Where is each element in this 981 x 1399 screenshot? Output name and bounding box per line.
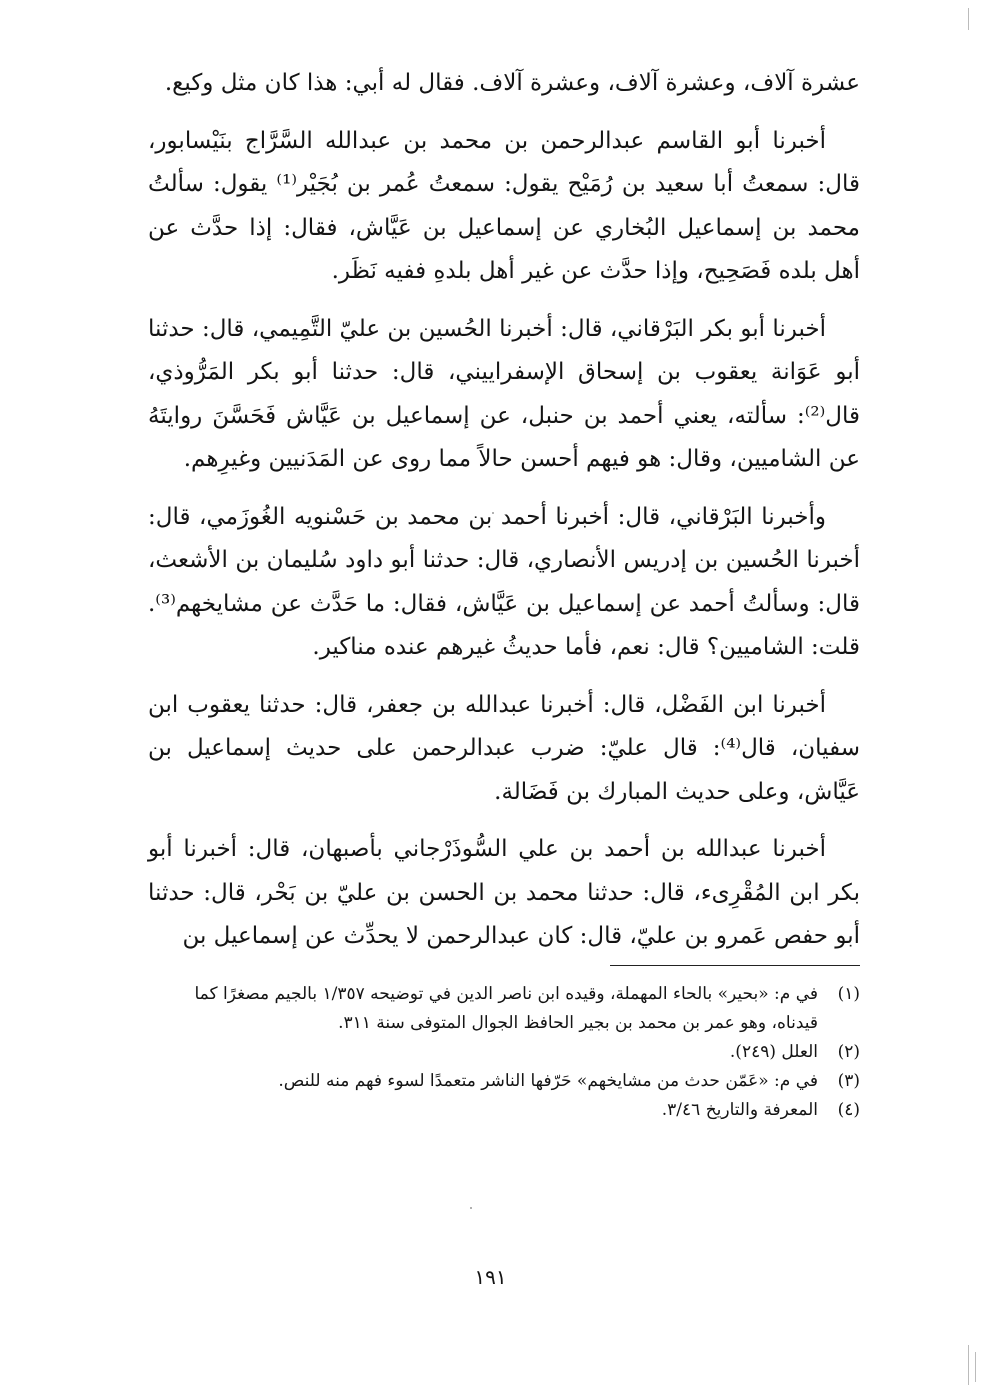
footnote [148, 1038, 860, 1067]
footnote-number: (٤) [837, 1099, 860, 1120]
footnote-divider [610, 965, 860, 966]
scan-speck [470, 1207, 472, 1209]
margin-mark [968, 1345, 969, 1385]
main-text [148, 62, 860, 959]
document-page [148, 62, 860, 1125]
paragraph: أخبرنا عبدالله بن أحمد بن علي السُّوذَرْجاني بأصبهان، قال: أخبرنا أبو بكر ابن المُقْرِىء، قال: حدثنا محمد بن الحسن بن عليّ بن بَحْر، قال: حدثنا أبو حفص عَمرو بن عليّ، قال: كان عبدالرحمن لا يحدِّث عن إسماعيل بن [148, 836, 860, 949]
footnote-text: العلل (٢٤٩). [729, 1041, 818, 1062]
footnote-text: المعرفة والتاريخ ٣/٤٦. [661, 1099, 818, 1120]
footnote-number: (١) [837, 983, 860, 1004]
paragraph: أخبرنا أبو بكر البَرْقاني، قال: أخبرنا الحُسين بن عليّ التَّمِيمي، قال: حدثنا أبو عَوَانة يعقوب بن إسحاق الإسفراييني، قال: حدثنا أبو بكر المَرُّوذي، قال⁽²⁾: سألته، يعني أحمد بن حنبل، عن إسماعيل بن عَيَّاش فَحَسَّنَ روايتَهُ عن الشاميين، وقال: هو فيهم أحسن حالاً مما روى عن المَدَنيين وغيرِهم. [148, 315, 860, 472]
footnote [148, 980, 860, 1038]
page-number: ١٩١ [474, 1265, 507, 1289]
footnote-text: في م: «عَمّن حدث من مشايخهم» حَرّفها الناشر متعمدًا لسوء فهم منه للنص. [278, 1070, 818, 1091]
footnote [148, 1067, 860, 1096]
footnotes [148, 980, 860, 1125]
footnote [148, 1096, 860, 1125]
paragraph: أخبرنا أبو القاسم عبدالرحمن بن محمد بن عبدالله السَّرَّاج بنَيْسابور، قال: سمعتُ أبا سعيد بن رُمَيْح يقول: سمعتُ عُمر بن بُجَيْر⁽¹⁾ يقول: سألتُ محمد بن إسماعيل البُخاري عن إسماعيل بن عَيَّاش، فقال: إذا حدَّث عن أهل بلده فَصَحِيح، وإذا حدَّث عن غير أهل بلدهِ ففيه نَظَر. [148, 127, 860, 284]
footnote-number: (٣) [837, 1070, 860, 1091]
margin-mark [968, 8, 969, 30]
paragraph: وأخبرنا البَرْقاني، قال: أخبرنا أحمد بن محمد بن حَسْنويه الغُوزَمي، قال: أخبرنا الحُسين بن إدريس الأنصاري، قال: حدثنا أبو داود سُليمان بن الأشعث، قال: وسألتُ أحمد عن إسماعيل بن عَيَّاش، فقال: ما حَدَّث عن مشايخهم⁽³⁾. قلت: الشاميين؟ قال: نعم، فأما حديثُ غيرهم عنده مناكير. [148, 503, 860, 660]
footnote-text: في م: «بحير» بالحاء المهملة، وقيده ابن ناصر الدين في توضيحه ١/٣٥٧ بالجيم مصغرًا كما قيدناه، وهو عمر بن محمد بن بجير الحافظ الجوال المتوفى سنة ٣١١. [194, 983, 818, 1033]
paragraph: أخبرنا ابن الفَضْل، قال: أخبرنا عبدالله بن جعفر، قال: حدثنا يعقوب ابن سفيان، قال⁽⁴⁾: قال عليّ: ضرب عبدالرحمن على حديث إسماعيل بن عَيَّاش، وعلى حديث المبارك بن فَضَالة. [148, 691, 860, 805]
paragraph: عشرة آلاف، وعشرة آلاف، وعشرة آلاف. فقال له أبي: هذا كان مثل وكيع. [164, 70, 860, 96]
footnote-number: (٢) [837, 1041, 860, 1062]
margin-mark [975, 1352, 976, 1382]
